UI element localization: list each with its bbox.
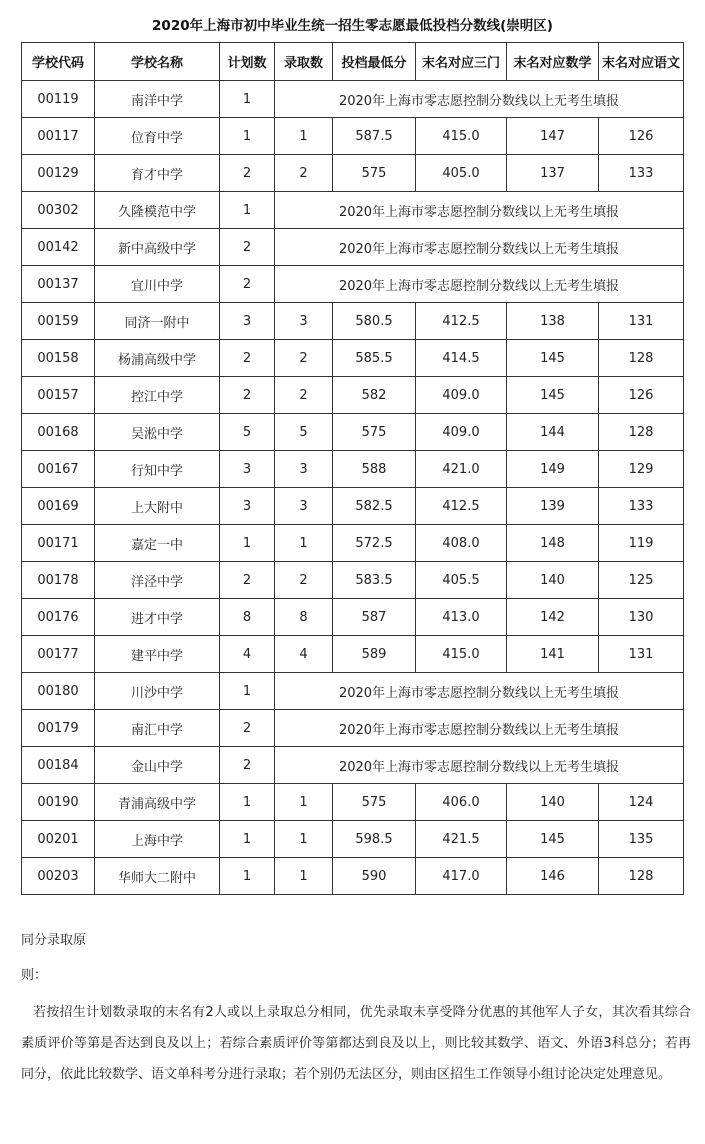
min-score-cell: 572.5 [333,525,416,562]
school-name-cell: 洋泾中学 [95,562,220,599]
plan-cell: 1 [220,192,275,229]
table-row [22,451,684,488]
table-row [22,81,684,118]
school-code-cell: 00157 [22,377,95,414]
last-math-cell: 145 [507,340,599,377]
last-math-cell: 140 [507,562,599,599]
last-three-subjects-cell: 408.0 [416,525,507,562]
table-row [22,525,684,562]
last-math-cell: 147 [507,118,599,155]
table-row [22,784,684,821]
school-code-cell: 00178 [22,562,95,599]
min-score-cell: 583.5 [333,562,416,599]
last-three-subjects-cell: 421.0 [416,451,507,488]
header-last-three-subjects: 末名对应三门 [416,43,507,81]
table-row [22,747,684,784]
header-min-score: 投档最低分 [333,43,416,81]
min-score-cell: 582 [333,377,416,414]
school-code-cell: 00119 [22,81,95,118]
last-math-cell: 149 [507,451,599,488]
last-three-subjects-cell: 405.5 [416,562,507,599]
school-code-cell: 00201 [22,821,95,858]
admitted-cell: 1 [275,784,333,821]
school-name-cell: 进才中学 [95,599,220,636]
rule-heading-cont: 则： [21,968,48,983]
last-math-cell: 140 [507,784,599,821]
school-code-cell: 00184 [22,747,95,784]
school-code-cell: 00169 [22,488,95,525]
table-row [22,414,684,451]
plan-cell: 2 [220,266,275,303]
min-score-cell: 589 [333,636,416,673]
school-name-cell: 育才中学 [95,155,220,192]
admitted-cell: 3 [275,303,333,340]
no-applicants-note: 2020年上海市零志愿控制分数线以上无考生填报 [275,673,684,710]
table-header-row [22,43,684,81]
plan-cell: 5 [220,414,275,451]
min-score-cell: 580.5 [333,303,416,340]
min-score-cell: 587 [333,599,416,636]
admitted-cell: 1 [275,118,333,155]
header-school-code: 学校代码 [22,43,95,81]
last-math-cell: 137 [507,155,599,192]
min-score-cell: 588 [333,451,416,488]
table-row [22,192,684,229]
table-row [22,340,684,377]
last-chinese-cell: 128 [599,340,684,377]
admitted-cell: 2 [275,155,333,192]
plan-cell: 8 [220,599,275,636]
school-code-cell: 00302 [22,192,95,229]
admitted-cell: 5 [275,414,333,451]
rule-heading: 同分录取原 [21,933,87,948]
no-applicants-note: 2020年上海市零志愿控制分数线以上无考生填报 [275,710,684,747]
school-code-cell: 00159 [22,303,95,340]
no-applicants-note: 2020年上海市零志愿控制分数线以上无考生填报 [275,192,684,229]
min-score-cell: 590 [333,858,416,895]
last-chinese-cell: 128 [599,414,684,451]
school-code-cell: 00158 [22,340,95,377]
plan-cell: 2 [220,340,275,377]
school-name-cell: 宜川中学 [95,266,220,303]
last-chinese-cell: 119 [599,525,684,562]
min-score-cell: 575 [333,784,416,821]
plan-cell: 1 [220,81,275,118]
school-name-cell: 控江中学 [95,377,220,414]
school-code-cell: 00177 [22,636,95,673]
plan-cell: 1 [220,525,275,562]
school-name-cell: 金山中学 [95,747,220,784]
table-row [22,599,684,636]
admitted-cell: 1 [275,525,333,562]
last-three-subjects-cell: 405.0 [416,155,507,192]
plan-cell: 1 [220,784,275,821]
plan-cell: 2 [220,747,275,784]
admitted-cell: 1 [275,821,333,858]
school-name-cell: 南汇中学 [95,710,220,747]
table-row [22,488,684,525]
last-chinese-cell: 133 [599,488,684,525]
last-math-cell: 145 [507,821,599,858]
school-name-cell: 上海中学 [95,821,220,858]
table-row [22,821,684,858]
last-chinese-cell: 129 [599,451,684,488]
table-row [22,858,684,895]
school-code-cell: 00179 [22,710,95,747]
table-row [22,155,684,192]
last-three-subjects-cell: 415.0 [416,636,507,673]
last-chinese-cell: 128 [599,858,684,895]
no-applicants-note: 2020年上海市零志愿控制分数线以上无考生填报 [275,81,684,118]
last-math-cell: 142 [507,599,599,636]
school-code-cell: 00142 [22,229,95,266]
table-row [22,673,684,710]
last-math-cell: 141 [507,636,599,673]
last-three-subjects-cell: 421.5 [416,821,507,858]
admitted-cell: 2 [275,377,333,414]
plan-cell: 2 [220,377,275,414]
school-code-cell: 00176 [22,599,95,636]
table-row [22,303,684,340]
admitted-cell: 3 [275,451,333,488]
plan-cell: 2 [220,155,275,192]
admitted-cell: 3 [275,488,333,525]
min-score-cell: 587.5 [333,118,416,155]
rule-paragraph: 若按招生计划数录取的末名有2人或以上录取总分相同，优先录取未享受降分优惠的其他军人子女，其次看其综合素质评价等第是否达到良及以上；若综合素质评价等第都达到良及以上，则比较其数学、语文、外语3科总分；若再同分，依此比较数学、语文单科考分进行录取；若个别仍无法区分，则由区招生工作领导小组讨论决定处理意见。 [21,1005,691,1082]
last-three-subjects-cell: 412.5 [416,488,507,525]
last-math-cell: 139 [507,488,599,525]
header-last-math: 末名对应数学 [507,43,599,81]
admitted-cell: 1 [275,858,333,895]
page-title: 2020年上海市初中毕业生统一招生零志愿最低投档分数线(崇明区) [152,18,553,34]
school-name-cell: 嘉定一中 [95,525,220,562]
plan-cell: 1 [220,821,275,858]
school-code-cell: 00137 [22,266,95,303]
school-name-cell: 青浦高级中学 [95,784,220,821]
last-math-cell: 144 [507,414,599,451]
school-code-cell: 00180 [22,673,95,710]
school-name-cell: 同济一附中 [95,303,220,340]
last-chinese-cell: 126 [599,377,684,414]
school-code-cell: 00117 [22,118,95,155]
last-chinese-cell: 125 [599,562,684,599]
school-name-cell: 吴淞中学 [95,414,220,451]
min-score-cell: 575 [333,155,416,192]
last-three-subjects-cell: 412.5 [416,303,507,340]
last-chinese-cell: 124 [599,784,684,821]
last-chinese-cell: 131 [599,636,684,673]
plan-cell: 2 [220,562,275,599]
admitted-cell: 2 [275,562,333,599]
school-name-cell: 行知中学 [95,451,220,488]
school-code-cell: 00129 [22,155,95,192]
last-three-subjects-cell: 413.0 [416,599,507,636]
last-three-subjects-cell: 406.0 [416,784,507,821]
last-three-subjects-cell: 409.0 [416,414,507,451]
plan-cell: 3 [220,488,275,525]
score-table [21,42,684,895]
plan-cell: 4 [220,636,275,673]
school-name-cell: 杨浦高级中学 [95,340,220,377]
last-math-cell: 148 [507,525,599,562]
min-score-cell: 575 [333,414,416,451]
header-plan: 计划数 [220,43,275,81]
last-chinese-cell: 135 [599,821,684,858]
last-math-cell: 138 [507,303,599,340]
table-row [22,266,684,303]
table-row [22,562,684,599]
last-three-subjects-cell: 409.0 [416,377,507,414]
admitted-cell: 8 [275,599,333,636]
school-name-cell: 华师大二附中 [95,858,220,895]
school-code-cell: 00203 [22,858,95,895]
school-code-cell: 00167 [22,451,95,488]
table-row [22,118,684,155]
header-last-chinese: 末名对应语文 [599,43,684,81]
table-row [22,229,684,266]
header-admitted: 录取数 [275,43,333,81]
school-name-cell: 新中高级中学 [95,229,220,266]
plan-cell: 2 [220,710,275,747]
min-score-cell: 585.5 [333,340,416,377]
admitted-cell: 4 [275,636,333,673]
header-school-name: 学校名称 [95,43,220,81]
last-three-subjects-cell: 417.0 [416,858,507,895]
no-applicants-note: 2020年上海市零志愿控制分数线以上无考生填报 [275,266,684,303]
school-code-cell: 00171 [22,525,95,562]
table-row [22,636,684,673]
school-name-cell: 川沙中学 [95,673,220,710]
min-score-cell: 582.5 [333,488,416,525]
plan-cell: 2 [220,229,275,266]
plan-cell: 1 [220,858,275,895]
admitted-cell: 2 [275,340,333,377]
min-score-cell: 598.5 [333,821,416,858]
last-math-cell: 145 [507,377,599,414]
school-name-cell: 上大附中 [95,488,220,525]
no-applicants-note: 2020年上海市零志愿控制分数线以上无考生填报 [275,747,684,784]
school-name-cell: 位育中学 [95,118,220,155]
last-three-subjects-cell: 414.5 [416,340,507,377]
plan-cell: 1 [220,118,275,155]
last-chinese-cell: 133 [599,155,684,192]
last-math-cell: 146 [507,858,599,895]
school-name-cell: 建平中学 [95,636,220,673]
plan-cell: 3 [220,451,275,488]
plan-cell: 1 [220,673,275,710]
last-chinese-cell: 130 [599,599,684,636]
plan-cell: 3 [220,303,275,340]
table-row [22,377,684,414]
last-chinese-cell: 126 [599,118,684,155]
no-applicants-note: 2020年上海市零志愿控制分数线以上无考生填报 [275,229,684,266]
school-name-cell: 久隆模范中学 [95,192,220,229]
last-chinese-cell: 131 [599,303,684,340]
table-row [22,710,684,747]
school-code-cell: 00190 [22,784,95,821]
school-name-cell: 南洋中学 [95,81,220,118]
school-code-cell: 00168 [22,414,95,451]
last-three-subjects-cell: 415.0 [416,118,507,155]
